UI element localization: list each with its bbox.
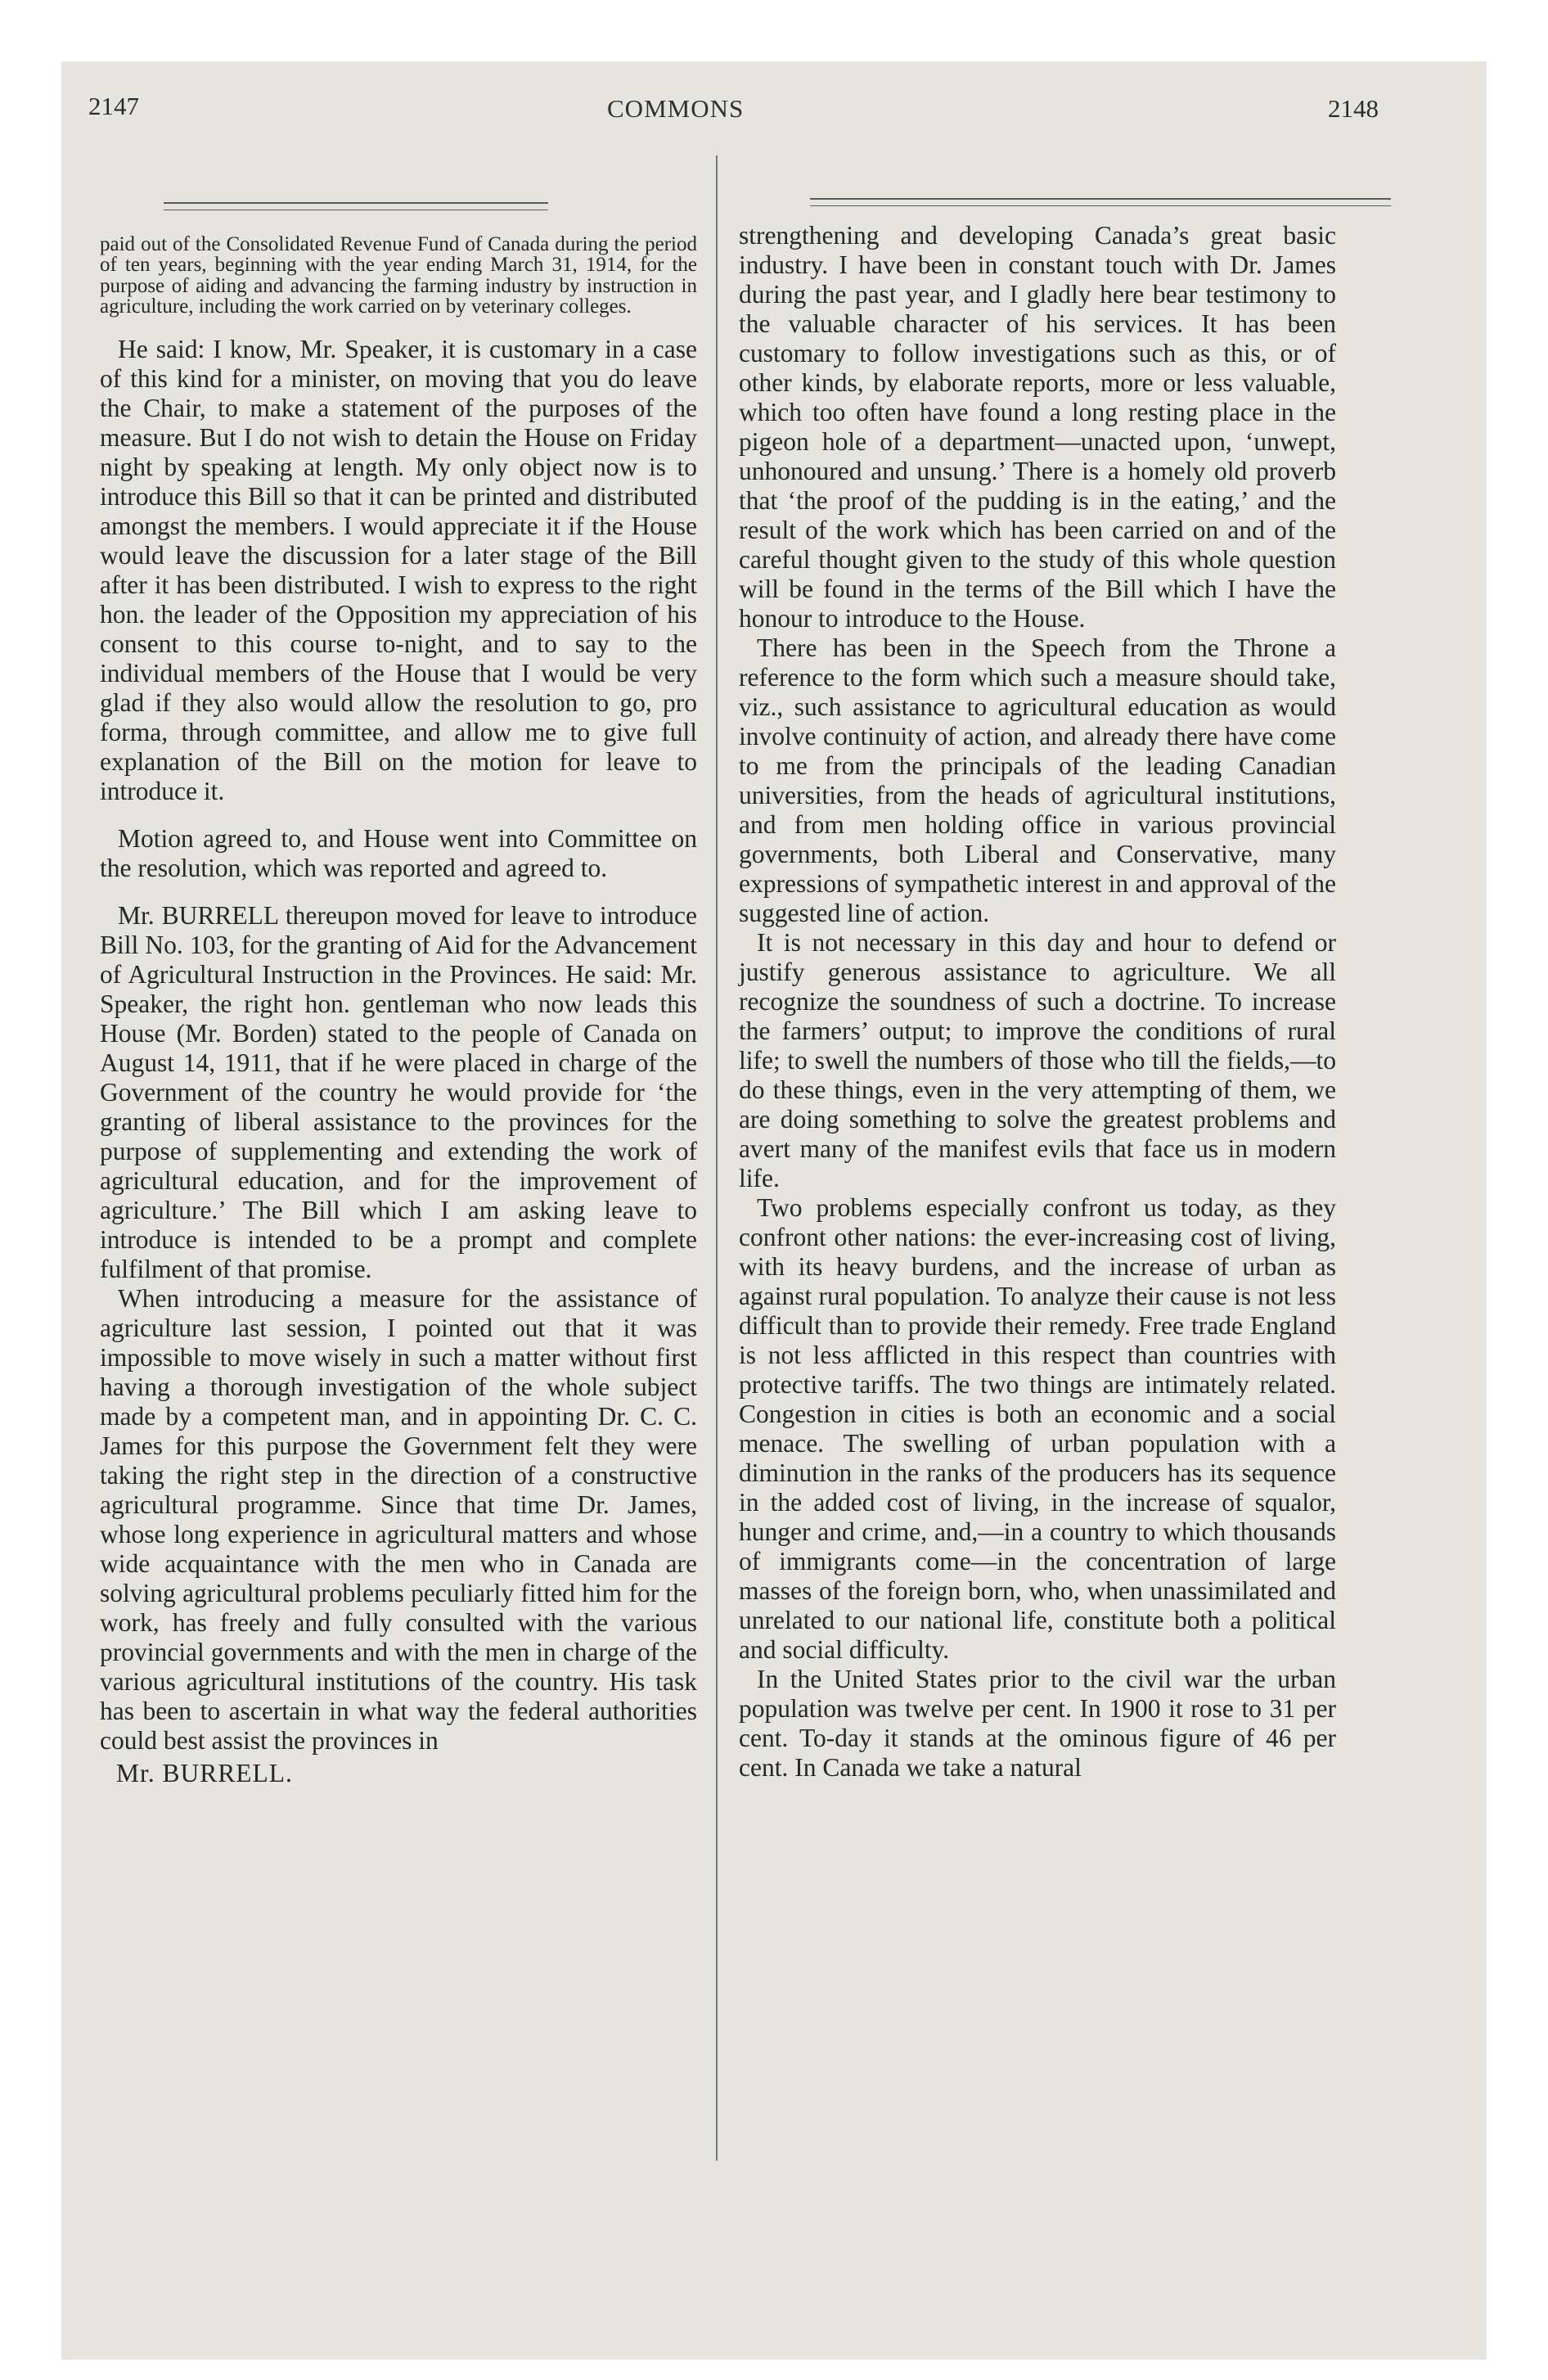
running-title: COMMONS — [607, 94, 745, 123]
paragraph: Two problems especially confront us today, as they confront other nations: the ever-increasing cost of living, with its heavy burdens, and the increase of urban as against rural population. To analyze their cause is not less difficult than to provide their remedy. Free trade England is not less afflicted in this respect than countries with protective tariffs. The two things are intimately related. Congestion in cities is both an economic and a social menace. The swelling of urban population with a diminution in the ranks of the producers has its sequence in the added cost of living, in the increase of squalor, hunger and crime, and,—in a country to which thousands of immigrants come—in the concentration of large masses of the foreign born, who, when unassimilated and unrelated to our national life, constitute both a political and social difficulty. — [739, 1193, 1336, 1664]
right-column — [739, 164, 1336, 1783]
page-number-right: 2148 — [1328, 94, 1379, 123]
paragraph: strengthening and developing Canada’s great basic industry. I have been in constant touch with Dr. James during the past year, and I gladly here bear testimony to the valuable character of his services. It has been customary to follow investigations such as this, or of other kinds, by elaborate reports, more or less valuable, which too often have found a long resting place in the pigeon hole of a department—unacted upon, ‘unwept, unhonoured and unsung.’ There is a homely old proverb that ‘the proof of the pudding is in the eating,’ and the result of the work which has been carried on and of the careful thought given to the study of this whole question will be found in the terms of the Bill which I have the honour to introduce to the House. — [739, 221, 1336, 633]
page-number-left: 2147 — [88, 92, 139, 120]
paragraph: Motion agreed to, and House went into Committee on the resolution, which was reported and agreed to. — [100, 824, 697, 883]
paragraph: When introducing a measure for the assistance of agriculture last session, I pointed out that it was impossible to move wisely in such a matter without first having a thorough investigation of the whole subject made by a competent man, and in appointing Dr. C. C. James for this purpose the Government felt they were taking the right step in the direction of a constructive agricultural programme. Since that time Dr. James, whose long experience in agricultural matters and whose wide acquaintance with the men who in Canada are solving agricultural problems peculiarly fitted him for the work, has freely and fully consulted with the various provincial governments and with the men in charge of the various agricultural institutions of the country. His task has been to ascertain in what way the federal authorities could best assist the provinces in — [100, 1284, 697, 1756]
paragraph: There has been in the Speech from the Throne a reference to the form which such a measure should take, viz., such assistance to agricultural education as would involve continuity of action, and already there have come to me from the principals of the leading Canadian universities, from the heads of agricultural institutions, and from men holding office in various provincial governments, both Liberal and Conservative, many expressions of sympathetic interest in and approval of the suggested line of action. — [739, 633, 1336, 927]
page-footer-signature: Mr. BURRELL. — [116, 1759, 293, 1788]
column-separator — [716, 156, 718, 2161]
paragraph: He said: I know, Mr. Speaker, it is customary in a case of this kind for a minister, on moving that you do leave the Chair, to make a statement of the purposes of the measure. But I do not wish to detain the House on Friday night by speaking at length. My only object now is to introduce this Bill so that it can be printed and distributed amongst the members. I would appreciate it if the House would leave the discussion for a later stage of the Bill after it has been distributed. I wish to express to the right hon. the leader of the Opposition my appreciation of his consent to this course to-night, and to say to the individual members of the House that I would be very glad if they also would allow the resolution to go, pro forma, through committee, and allow me to give full explanation of the Bill on the motion for leave to introduce it. — [100, 335, 697, 806]
left-column — [100, 164, 697, 1788]
paragraph: Mr. BURRELL thereupon moved for leave to introduce Bill No. 103, for the granting of Aid for the Advancement of Agricultural Instruction in the Provinces. He said: Mr. Speaker, the right hon. gentleman who now leads this House (Mr. Borden) stated to the people of Canada on August 14, 1911, that if he were placed in charge of the Government of the country he would provide for ‘the granting of liberal assistance to the provinces for the purpose of supplementing and extending the work of agricultural education, and for the improvement of agriculture.’ The Bill which I am asking leave to introduce is intended to be a prompt and complete fulfilment of that promise. — [100, 901, 697, 1284]
paragraph: It is not necessary in this day and hour to defend or justify generous assistance to agriculture. We all recognize the soundness of such a doctrine. To increase the farmers’ output; to improve the conditions of rural life; to swell the numbers of those who till the fields,—to do these things, even in the very attempting of them, we are doing something to solve the greatest problems and avert many of the manifest evils that face us in modern life. — [739, 928, 1336, 1192]
resolution-text: paid out of the Consolidated Revenue Fund of Canada during the period of ten years, beginning with the year ending March 31, 1914, for the purpose of aiding and advancing the farming industry by instruction in agriculture, including the work carried on by veterinary colleges. — [100, 233, 697, 318]
paragraph: In the United States prior to the civil war the urban population was twelve per cent. In 1900 it rose to 31 per cent. To-day it stands at the ominous figure of 46 per cent. In Canada we take a natural — [739, 1665, 1336, 1782]
